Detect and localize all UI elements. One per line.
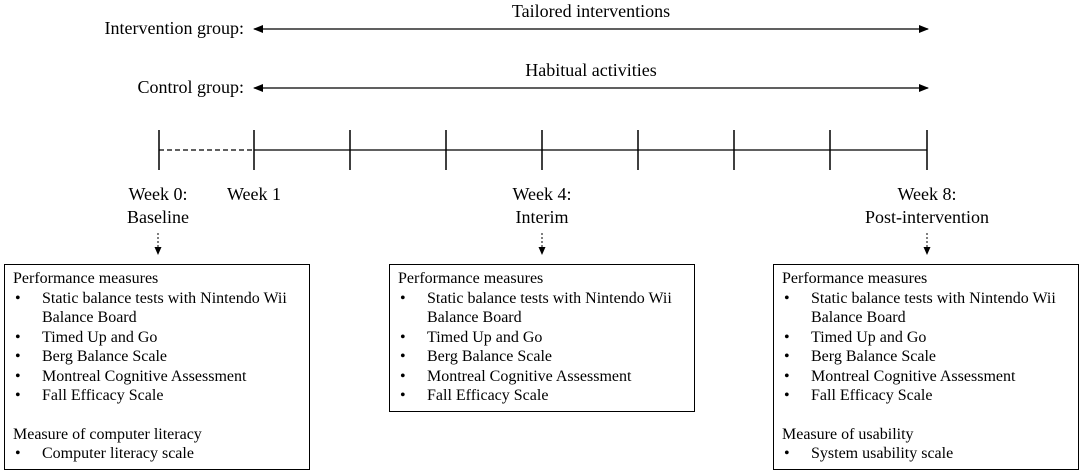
post-measures-box <box>773 264 1079 470</box>
baseline-heading: Performance measures <box>13 270 159 287</box>
interim-list <box>390 289 694 406</box>
list-item: • Berg Balance Scale <box>784 348 936 365</box>
post-heading: Performance measures <box>782 270 928 287</box>
week1-label: Week 1 <box>226 184 282 204</box>
post-extra-list <box>774 444 1078 464</box>
list-item: • Fall Efficacy Scale <box>784 387 933 404</box>
baseline-list <box>5 289 309 406</box>
list-item: • Static balance tests with Nintendo Wii <box>400 289 672 307</box>
list-item: • Static balance tests with Nintendo Wii <box>784 289 1056 307</box>
interim-heading: Performance measures <box>398 270 544 287</box>
list-item: • Montreal Cognitive Assessment <box>400 367 632 385</box>
list-item: Balance Board <box>811 309 906 326</box>
interim-measures-box <box>389 264 695 412</box>
list-item: • Timed Up and Go <box>400 328 543 346</box>
week0-label: Week 0: <box>128 184 188 204</box>
list-item: • Computer literacy scale <box>15 445 194 462</box>
intervention-group-label: Intervention group: <box>104 18 244 38</box>
list-item: • Berg Balance Scale <box>400 348 552 365</box>
week8-sublabel: Post-intervention <box>865 207 989 227</box>
baseline-extra-list <box>5 444 309 464</box>
list-item: • System usability scale <box>784 445 954 462</box>
list-item: • Static balance tests with Nintendo Wii <box>15 289 287 307</box>
list-item: • Montreal Cognitive Assessment <box>15 367 247 385</box>
list-item: • Fall Efficacy Scale <box>400 387 549 404</box>
week4-label: Week 4: <box>512 184 572 204</box>
baseline-extra-heading: Measure of computer literacy <box>13 425 202 443</box>
intervention-span-label: Tailored interventions <box>511 1 671 21</box>
list-item: • Timed Up and Go <box>15 328 158 346</box>
week8-label: Week 8: <box>897 184 957 204</box>
week0-sublabel: Baseline <box>127 207 189 227</box>
control-group-label: Control group: <box>137 77 244 97</box>
timeline <box>159 130 927 170</box>
list-item: Balance Board <box>42 309 137 326</box>
week4-sublabel: Interim <box>515 207 569 227</box>
post-list <box>774 289 1078 406</box>
list-item: • Timed Up and Go <box>784 328 927 346</box>
baseline-measures-box <box>4 264 310 470</box>
post-extra-heading: Measure of usability <box>782 425 914 443</box>
list-item: Balance Board <box>427 309 522 326</box>
list-item: • Fall Efficacy Scale <box>15 387 164 404</box>
list-item: • Berg Balance Scale <box>15 348 167 365</box>
list-item: • Montreal Cognitive Assessment <box>784 367 1016 385</box>
control-span-label: Habitual activities <box>525 60 657 80</box>
